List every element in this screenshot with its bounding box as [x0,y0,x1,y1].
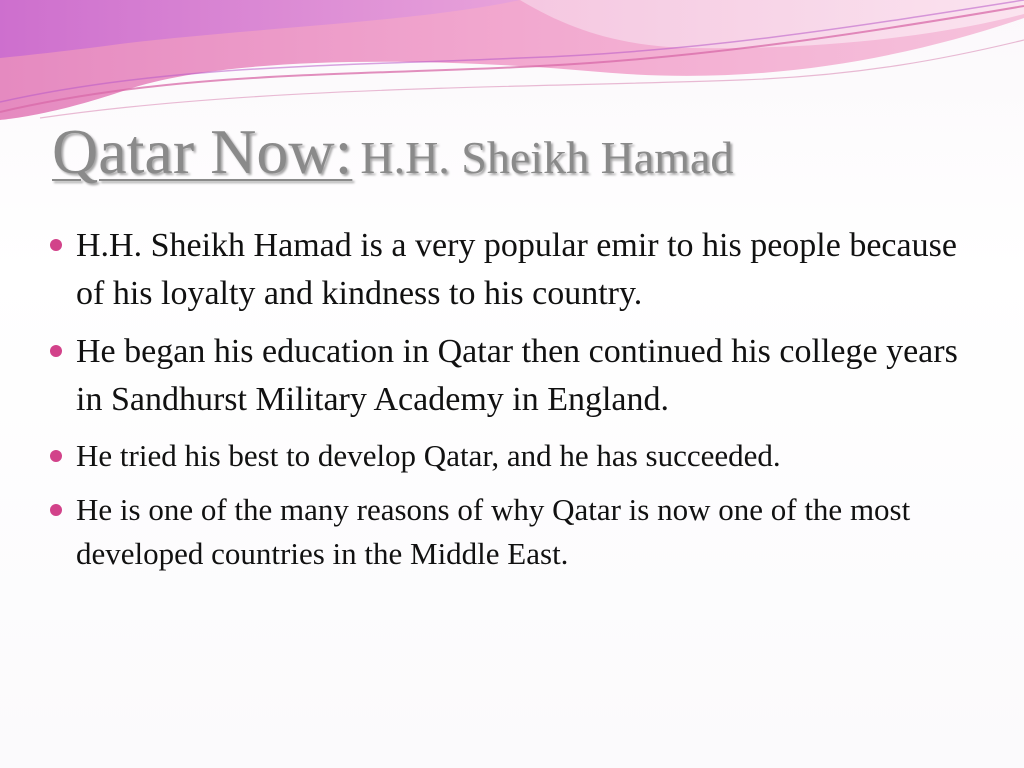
title-sub: H.H. Sheikh Hamad [360,132,734,183]
bullet-dot-icon [50,504,62,516]
bullet-text: He tried his best to develop Qatar, and he has succeeded. [76,438,781,473]
bullet-text: He began his education in Qatar then continued his college years in Sandhurst Military Academy in England. [76,333,958,418]
bullet-item [44,434,974,478]
bullet-dot-icon [50,345,62,357]
title-main: Qatar Now: [52,116,353,187]
decorative-wave [0,0,1024,130]
bullet-item [44,328,974,424]
slide-title [52,116,992,187]
bullet-list [44,222,974,586]
bullet-text: He is one of the many reasons of why Qatar is now one of the most developed countries in the Middle East. [76,492,911,571]
bullet-item [44,488,974,576]
bullet-text: H.H. Sheikh Hamad is a very popular emir to his people because of his loyalty and kindness to his country. [76,227,957,312]
bullet-dot-icon [50,450,62,462]
bullet-item [44,222,974,318]
bullet-dot-icon [50,239,62,251]
